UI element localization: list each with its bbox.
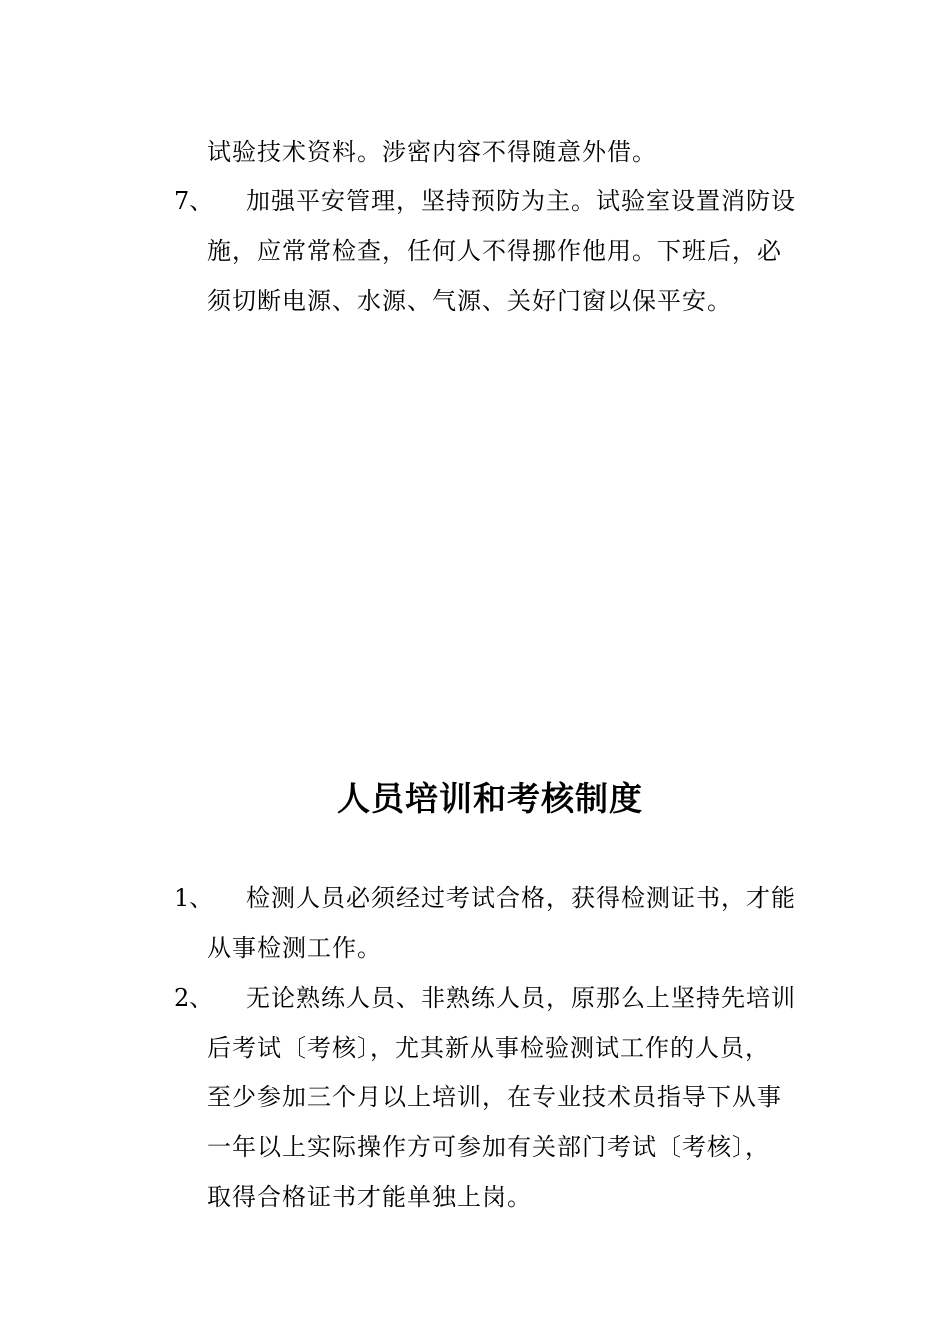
list-item-line: 加强平安管理，坚持预防为主。试验室设置消防设	[246, 187, 796, 215]
list-item-line: 须切断电源、水源、气源、关好门窗以保平安。	[207, 287, 732, 315]
list-item-line: 无论熟练人员、非熟练人员，原那么上坚持先培训	[246, 984, 796, 1012]
list-item-line: 至少参加三个月以上培训，在专业技术员指导下从事	[207, 1083, 782, 1111]
list-item-line: 从事检测工作。	[207, 934, 382, 962]
list-number: 1、	[174, 884, 214, 912]
list-item-line: 施，应常常检查，任何人不得挪作他用。下班后，必	[207, 237, 782, 265]
list-item-line: 检测人员必须经过考试合格，获得检测证书，才能	[246, 884, 796, 912]
list-number: 7、	[174, 187, 214, 215]
list-number: 2、	[174, 984, 214, 1012]
list-item-line: 一年以上实际操作方可参加有关部门考试〔考核〕，	[207, 1133, 770, 1161]
section-title: 人员培训和考核制度	[337, 779, 643, 818]
list-item-line: 后考试〔考核〕，尤其新从事检验测试工作的人员，	[207, 1034, 770, 1062]
list-item-line: 取得合格证书才能单独上岗。	[207, 1183, 532, 1211]
continuation-line: 试验技术资料。涉密内容不得随意外借。	[207, 138, 657, 166]
